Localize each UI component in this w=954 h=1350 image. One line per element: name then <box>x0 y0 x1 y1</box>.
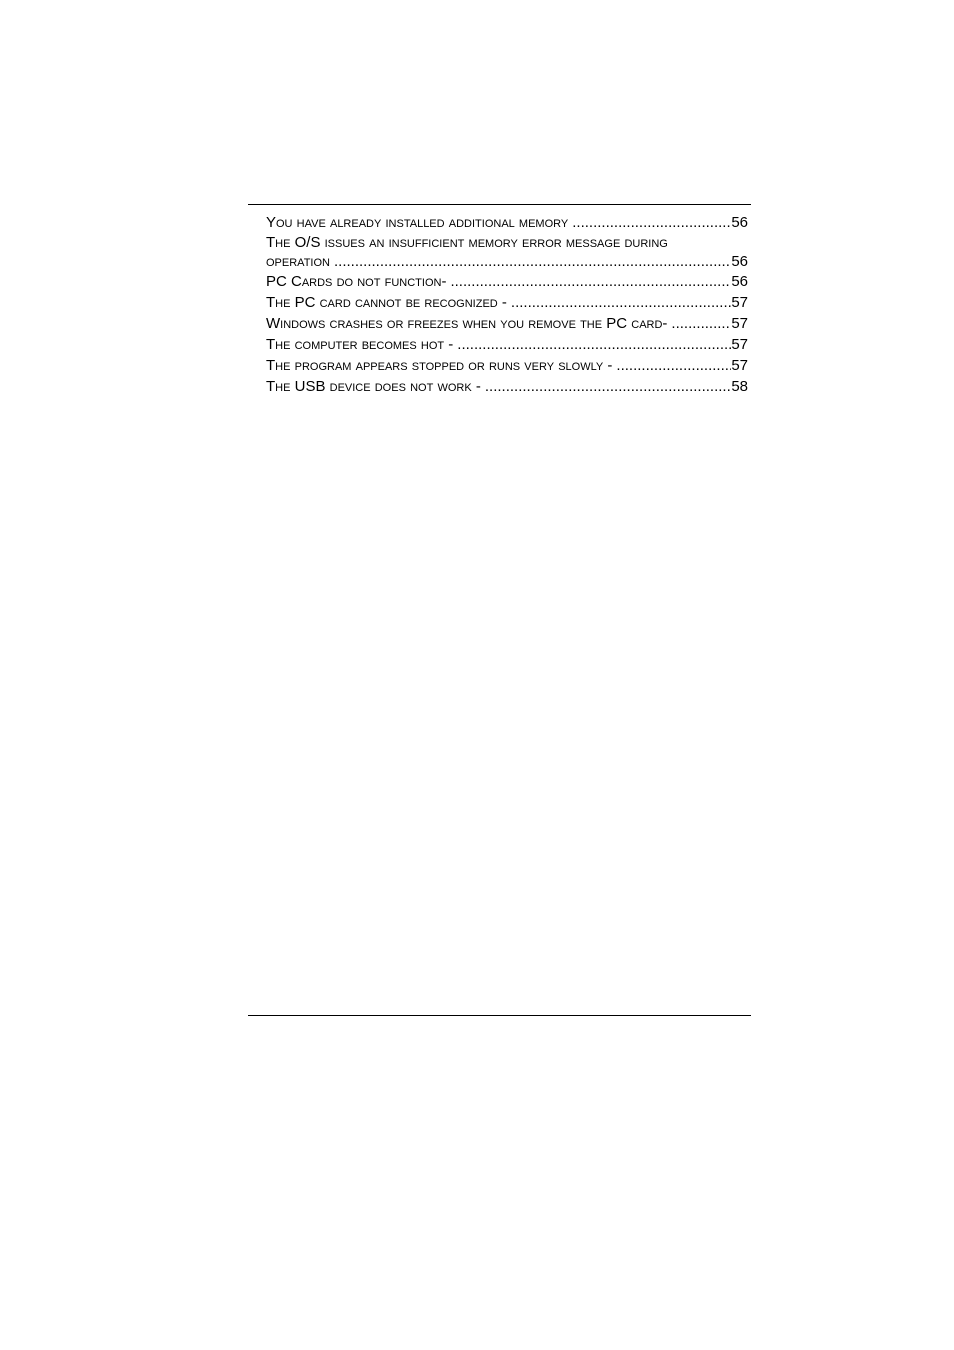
toc-entry[interactable] <box>266 334 748 355</box>
toc-entry-title: PC Cards do not function- <box>266 273 447 290</box>
toc-entry-title: The USB device does not work - <box>266 378 481 395</box>
toc-entry-title: The computer becomes hot - <box>266 336 454 353</box>
toc-entry[interactable] <box>266 271 748 292</box>
toc-entry-title-continued: operation <box>266 253 330 270</box>
dot-leader <box>453 334 731 355</box>
dot-leader <box>612 355 731 376</box>
toc-entry[interactable] <box>266 212 748 233</box>
toc-entry-title: Windows crashes or freezes when you remove the PC card- <box>266 315 668 332</box>
dot-leader <box>667 313 731 334</box>
toc-entry[interactable] <box>266 292 748 313</box>
dot-leader <box>446 271 731 292</box>
toc-entry-title: The O/S issues an insufficient memory error message during <box>266 234 668 251</box>
bottom-rule <box>248 1015 751 1016</box>
table-of-contents <box>266 212 748 397</box>
toc-entry-page: 56 <box>731 214 748 231</box>
toc-entry-page: 57 <box>731 315 748 332</box>
toc-entry-title: The PC card cannot be recognized - <box>266 294 507 311</box>
toc-entry[interactable] <box>266 313 748 334</box>
toc-entry[interactable] <box>266 233 748 271</box>
toc-entry-page: 56 <box>731 253 748 270</box>
toc-entry-page: 57 <box>731 336 748 353</box>
dot-leader <box>568 212 731 233</box>
toc-entry-page: 57 <box>731 357 748 374</box>
dot-leader <box>481 376 731 397</box>
dot-leader <box>507 292 731 313</box>
dot-leader <box>330 252 731 271</box>
toc-entry-page: 58 <box>731 378 748 395</box>
toc-entry-title: You have already installed additional memory <box>266 214 569 231</box>
toc-entry-title: The program appears stopped or runs very slowly - <box>266 357 613 374</box>
top-rule <box>248 204 751 205</box>
toc-entry[interactable] <box>266 355 748 376</box>
toc-entry-page: 56 <box>731 273 748 290</box>
toc-entry-page: 57 <box>731 294 748 311</box>
toc-entry[interactable] <box>266 376 748 397</box>
